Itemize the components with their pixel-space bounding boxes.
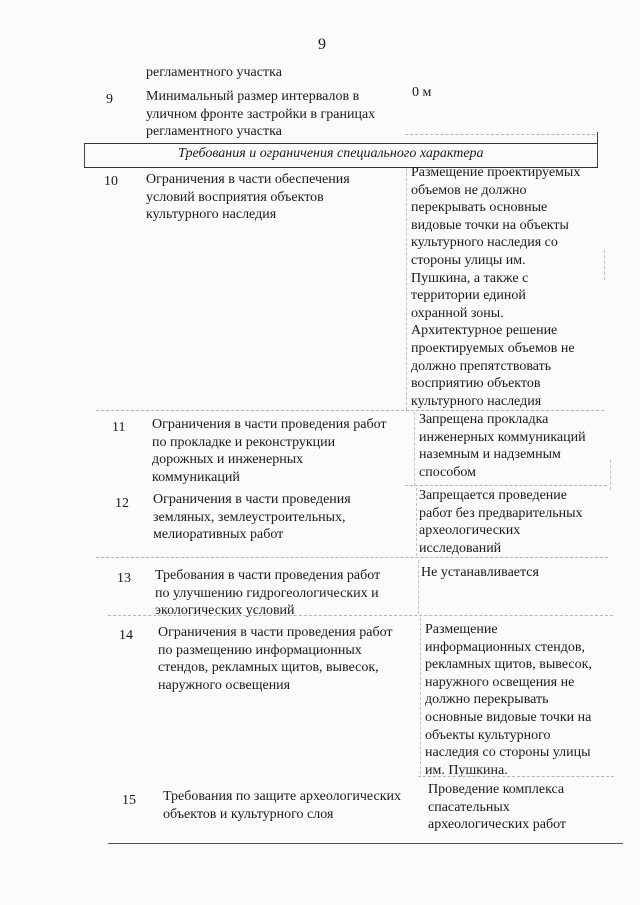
table-rule xyxy=(108,615,613,616)
requirement-text: Требования в части проведения работ по улучшению гидрогеологических и экологических условий xyxy=(155,568,381,619)
table-border xyxy=(406,168,407,410)
table-rule xyxy=(418,776,614,777)
requirement-text: Ограничения в части проведения работ по размещению информационных стендов, рекламных щитов, вывесок, наружного освещения xyxy=(158,625,393,693)
requirement-text: Ограничения в части проведения работ по прокладке и реконструкции дорожных и инженерных коммуникаций xyxy=(152,417,387,485)
table-border xyxy=(414,412,415,486)
table-rule xyxy=(96,410,604,411)
requirement-text: Требования по защите археологических объектов и культурного слоя xyxy=(163,789,401,822)
value-text: Запрещена прокладка инженерных коммуникаций наземным и надземным способом xyxy=(419,412,586,480)
value-text: Размещение информационных стендов, рекламных щитов, вывесок, наружного освещения не должно перекрывать основные видовые точки на объекты культурного наследия со стороны улицы им. Пушкина. xyxy=(425,622,592,778)
table-border xyxy=(597,132,598,167)
requirement-text: Ограничения в части проведения земляных, землеустроительных, мелиоративных работ xyxy=(153,492,351,543)
table-border xyxy=(84,143,85,167)
row-number: 14 xyxy=(119,628,133,643)
row-number: 9 xyxy=(106,92,113,107)
requirement-text: Минимальный размер интервалов в уличном фронте застройки в границах регламентного участка xyxy=(146,89,376,140)
table-rule xyxy=(405,134,595,135)
table-border xyxy=(610,460,611,490)
page-number: 9 xyxy=(318,36,326,53)
row-number: 13 xyxy=(117,571,131,586)
value-text: Размещение проектируемых объемов не должно перекрывать основные видовые точки на объекты культурного наследия со стороны улицы им. Пушкина, а также с территории единой охранной зоны. Архитектурное решение проектируемых объемов не должно препятствовать восприятию объектов культурного наследия xyxy=(411,165,581,409)
row-number: 11 xyxy=(112,420,126,435)
section-title: Требования и ограничения специального характера xyxy=(178,146,484,161)
requirement-text: Ограничения в части обеспечения условий восприятия объектов культурного наследия xyxy=(146,172,350,223)
value-text: Не устанавливается xyxy=(421,565,539,580)
value-text: Запрещается проведение работ без предварительных археологических исследований xyxy=(419,488,583,556)
table-rule xyxy=(84,143,598,144)
table-rule xyxy=(108,843,623,844)
table-rule xyxy=(96,557,608,558)
table-border xyxy=(416,488,417,556)
table-border xyxy=(418,560,419,614)
table-border xyxy=(420,618,421,774)
value-text: 0 м xyxy=(412,85,432,100)
value-text: Проведение комплекса спасательных археологических работ xyxy=(428,782,566,833)
table-rule xyxy=(405,485,607,486)
table-border xyxy=(604,250,605,280)
requirement-text: регламентного участка xyxy=(146,65,282,80)
row-number: 12 xyxy=(115,496,129,511)
row-number: 10 xyxy=(104,174,118,189)
row-number: 15 xyxy=(122,793,136,808)
